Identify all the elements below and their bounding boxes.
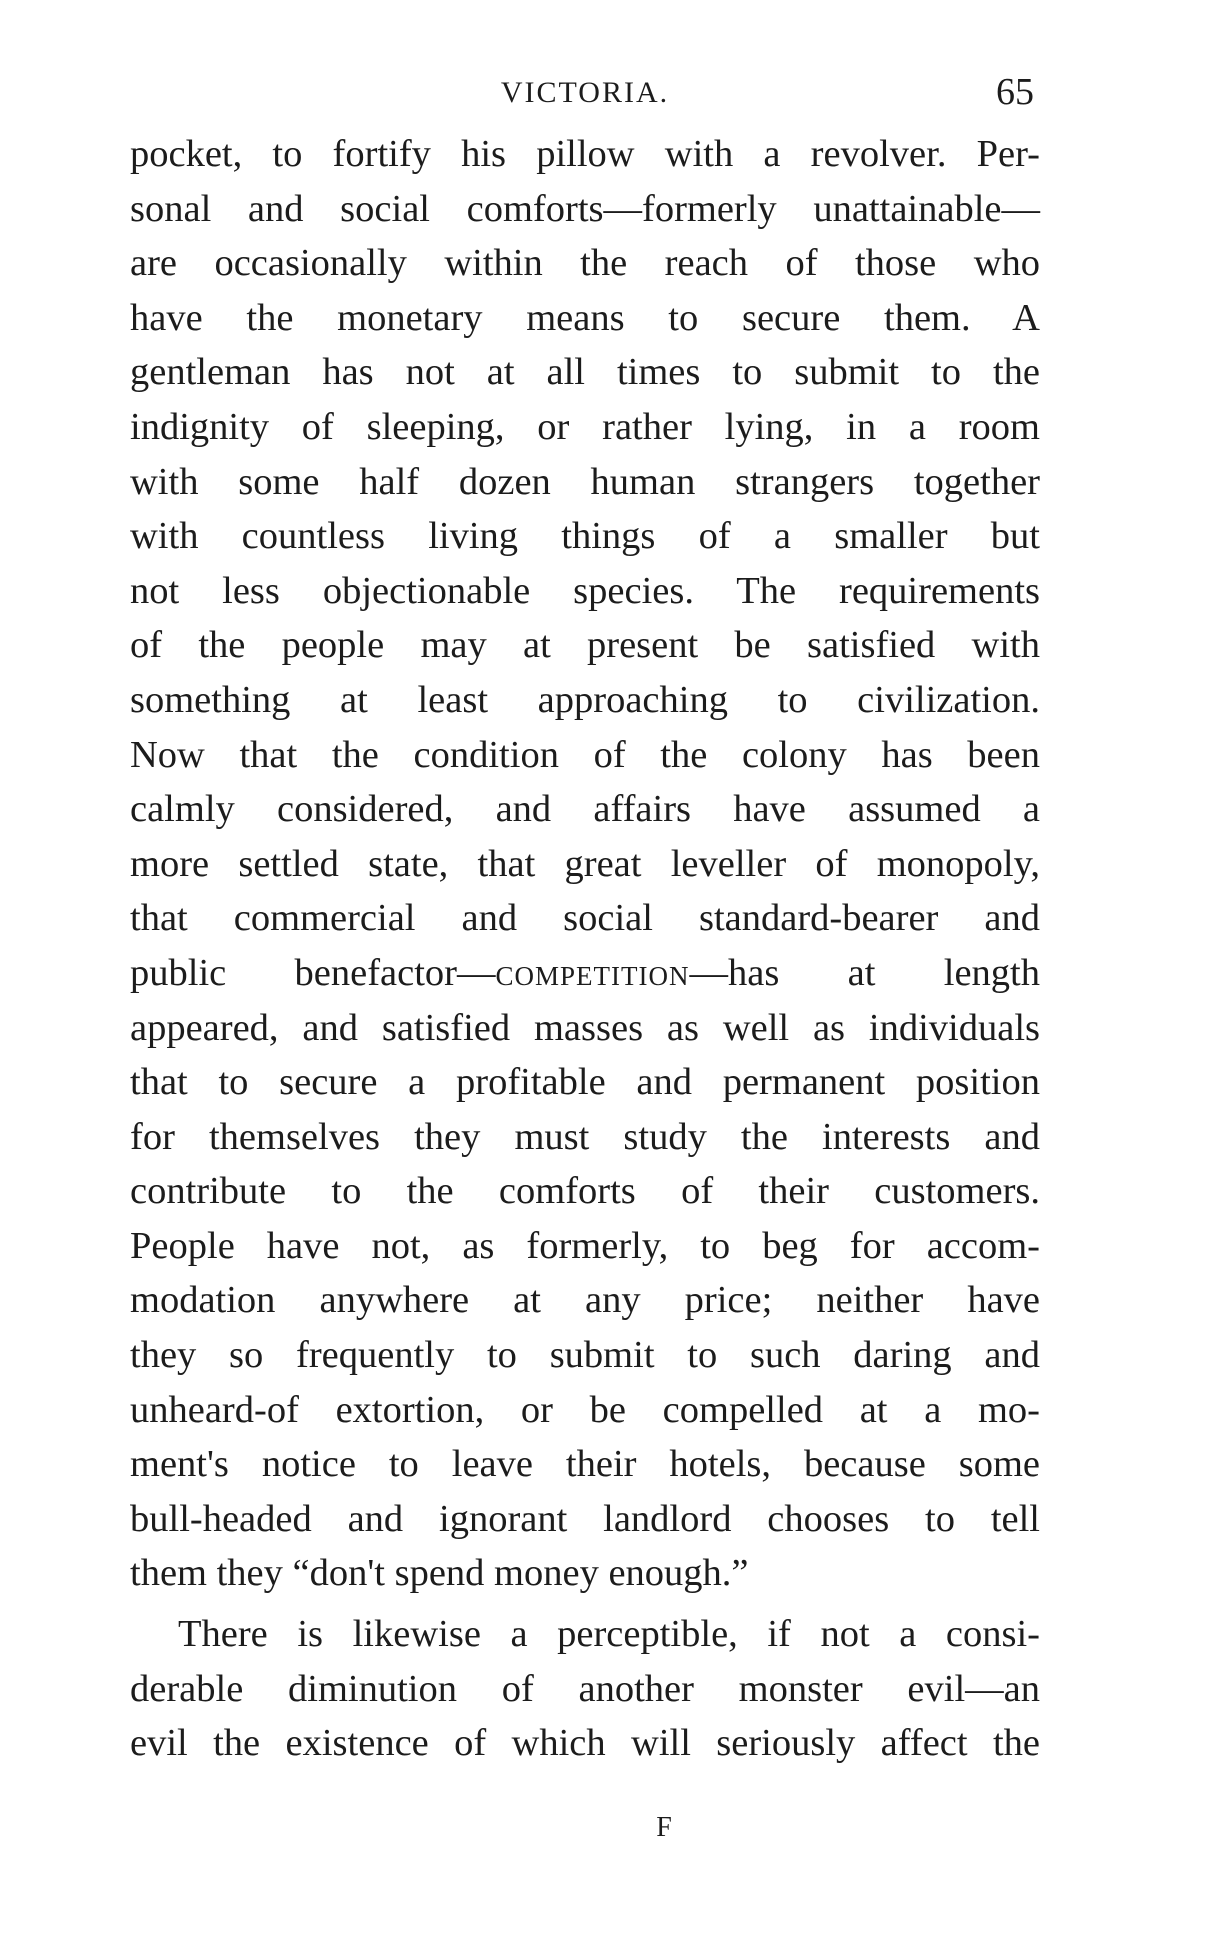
text-line: indignity of sleeping, or rather lying, in a room [130, 405, 1040, 448]
text-line: they so frequently to submit to such daring and [130, 1334, 1040, 1377]
text-line: derable diminution of another monster evil—an [130, 1667, 1040, 1710]
text-line: are occasionally within the reach of those who [130, 242, 1040, 285]
text-line: with countless living things of a smaller but [130, 515, 1040, 558]
body-text [130, 127, 1040, 1771]
signature-mark: F [656, 1812, 672, 1843]
text-line: gentleman has not at all times to submit to the [130, 351, 1040, 394]
text-line: contribute to the comforts of their customers. [130, 1170, 1040, 1213]
text-line: with some half dozen human strangers together [130, 460, 1040, 503]
text-line: modation anywhere at any price; neither have [130, 1279, 1040, 1322]
text-line: sonal and social comforts—formerly unattainable— [130, 187, 1040, 230]
text-line: bull-headed and ignorant landlord chooses to tell [130, 1497, 1040, 1540]
text-line: pocket, to fortify his pillow with a revolver. Per- [130, 133, 1040, 175]
text-line: for themselves they must study the interests and [130, 1115, 1040, 1158]
text-line: unheard-of extortion, or be compelled at a mo- [130, 1388, 1040, 1431]
text-line: evil the existence of which will seriously affect the [130, 1722, 1040, 1765]
page-number: 65 [996, 71, 1034, 113]
competition-smallcaps: competition [495, 951, 690, 994]
text-line: ment's notice to leave their hotels, because some [130, 1443, 1040, 1486]
text-line: appeared, and satisfied masses as well as individuals [130, 1006, 1040, 1049]
text-line: calmly considered, and affairs have assumed a [130, 788, 1040, 831]
running-head [130, 70, 1040, 120]
text-line: more settled state, that great leveller of monopoly, [130, 842, 1040, 885]
text-line-paragraph-end: them they “don't spend money enough.” [130, 1552, 749, 1595]
text-line: have the monetary means to secure them. A [130, 296, 1040, 339]
text-line: People have not, as formerly, to beg for accom- [130, 1224, 1040, 1267]
text-line: not less objectionable species. The requirements [130, 569, 1040, 612]
text-line: something at least approaching to civilization. [130, 678, 1040, 721]
text-line: Now that the condition of the colony has been [130, 733, 1040, 776]
text-line: that to secure a profitable and permanent position [130, 1061, 1040, 1104]
text-line-competition [130, 946, 1040, 1001]
competition-before: public benefactor— [130, 951, 496, 994]
text-line-paragraph-start: There is likewise a perceptible, if not a consi- [178, 1613, 1040, 1656]
running-title: VICTORIA. [500, 76, 670, 109]
text-line: of the people may at present be satisfied with [130, 624, 1040, 667]
text-line: that commercial and social standard-bearer and [130, 897, 1040, 940]
competition-after: —has at length [689, 951, 1040, 994]
